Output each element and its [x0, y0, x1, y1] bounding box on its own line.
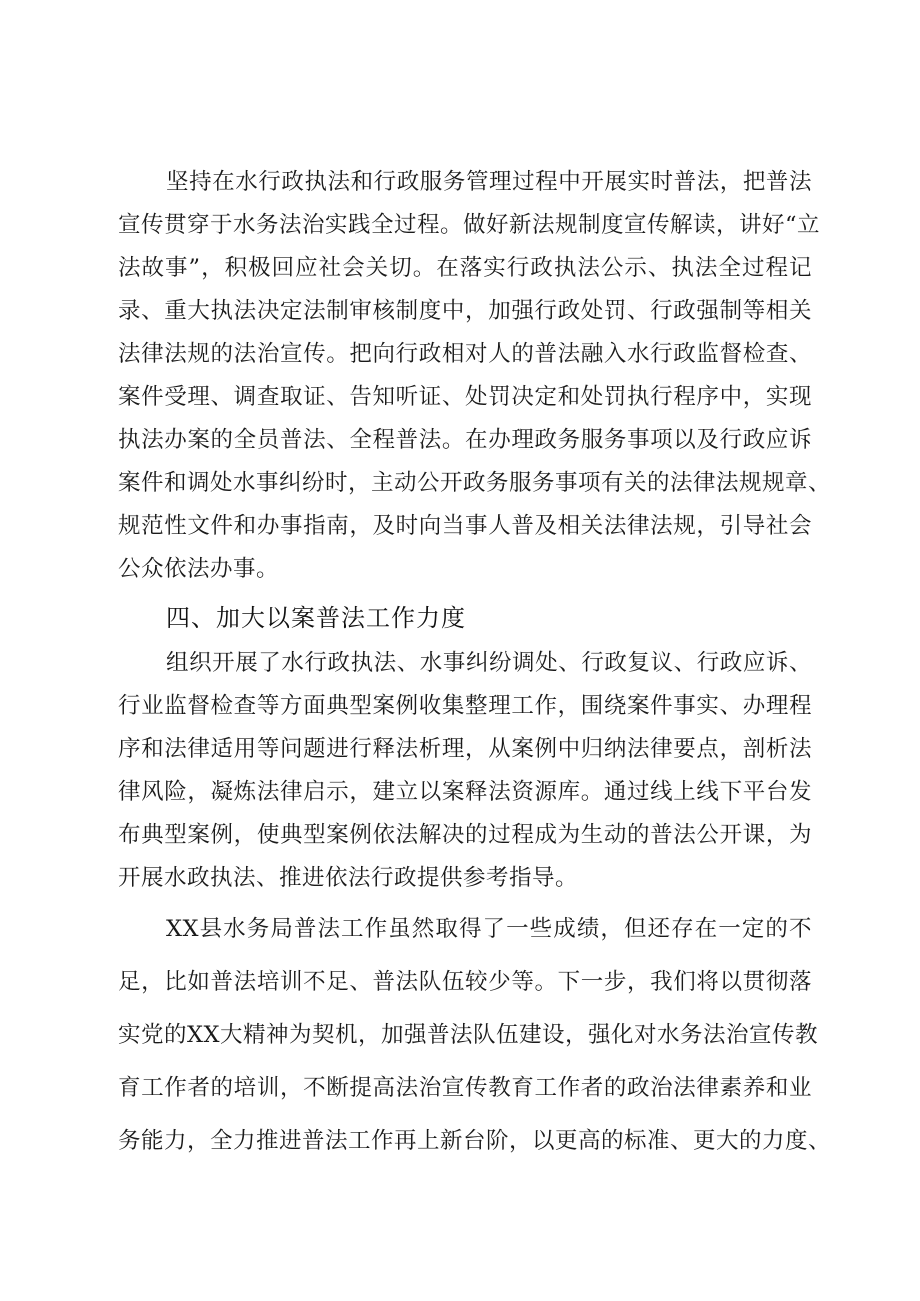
section-4-line-1: 组织开展了水行政执法、水事纠纷调处、行政复议、行政应诉、: [166, 650, 812, 676]
paragraph-3-line-4: 育工作者的培训，不断提高法治宣传教育工作者的政治法律素养和业: [118, 1075, 812, 1101]
section-4-line-4: 律风险，凝炼法律启示，建立以案释法资源库。通过线上线下平台发: [118, 779, 812, 805]
paragraph-1-line-2: 宣传贯穿于水务法治实践全过程。做好新法规制度宣传解读，讲好“立: [118, 212, 821, 238]
paragraph-1-line-1: 坚持在水行政执法和行政服务管理过程中开展实时普法，把普法: [166, 169, 812, 195]
paragraph-1-line-9: 规范性文件和办事指南，及时向当事人普及相关法律法规，引导社会: [118, 513, 812, 539]
paragraph-3-line-5: 务能力，全力推进普法工作再上新台阶，以更高的标准、更大的力度、: [118, 1128, 832, 1154]
paragraph-1-line-8: 案件和调处水事纠纷时，主动公开政务服务事项有关的法律法规规章、: [118, 470, 832, 496]
paragraph-1-line-6: 案件受理、调查取证、告知听证、处罚决定和处罚执行程序中，实现: [118, 384, 812, 410]
section-4-line-3: 序和法律适用等问题进行释法析理，从案例中归纳法律要点，剖析法: [118, 736, 812, 762]
paragraph-3-line-3: 实党的XX大精神为契机，加强普法队伍建设，强化对水务法治宣传教: [118, 1022, 819, 1048]
section-4-line-6: 开展水政执法、推进依法行政提供参考指导。: [118, 865, 579, 891]
section-4-heading: 四、加大以案普法工作力度: [166, 604, 466, 632]
paragraph-1-line-10: 公众依法办事。: [118, 556, 280, 582]
paragraph-1-line-7: 执法办案的全员普法、全程普法。在办理政务服务事项以及行政应诉: [118, 427, 812, 453]
paragraph-1-line-5: 法律法规的法治宣传。把向行政相对人的普法融入水行政监督检查、: [118, 341, 812, 367]
section-4-line-5: 布典型案例，使典型案例依法解决的过程成为生动的普法公开课，为: [118, 822, 812, 848]
paragraph-3-line-1: XX县水务局普法工作虽然取得了一些成绩，但还存在一定的不: [166, 916, 812, 942]
section-4-line-2: 行业监督检查等方面典型案例收集整理工作，围绕案件事实、办理程: [118, 693, 812, 719]
paragraph-1-line-3: 法故事”，积极回应社会关切。在落实行政执法公示、执法全过程记: [118, 255, 812, 281]
paragraph-3-line-2: 足，比如普法培训不足、普法队伍较少等。下一步，我们将以贯彻落: [118, 969, 812, 995]
paragraph-1-line-4: 录、重大执法决定法制审核制度中，加强行政处罚、行政强制等相关: [118, 298, 812, 324]
